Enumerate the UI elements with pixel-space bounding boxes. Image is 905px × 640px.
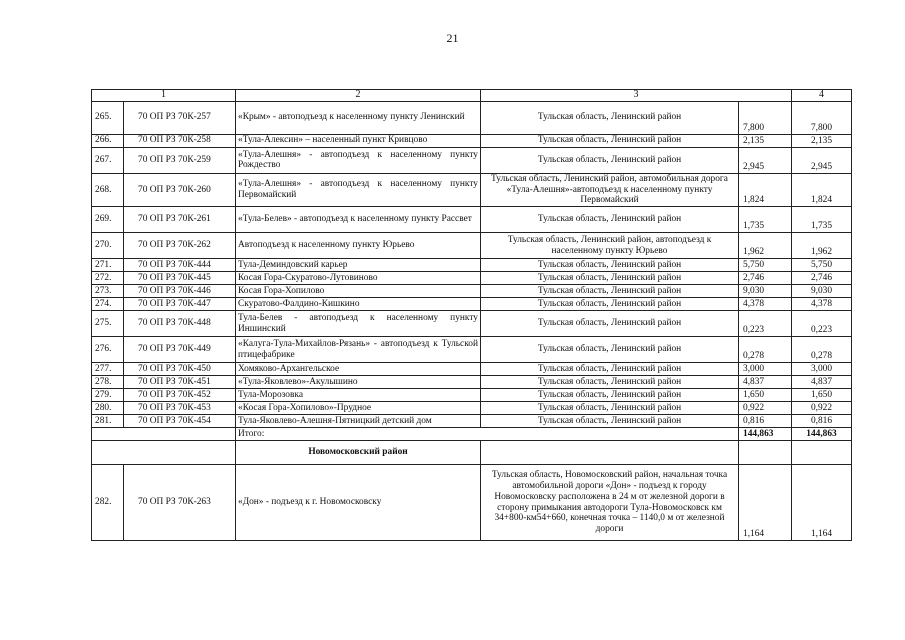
road-length: 9,030 [739,285,792,298]
table-row [92,363,852,376]
road-length: 1,962 [739,233,792,259]
road-location: Тульская область, Ленинский район [481,363,739,376]
table-row [92,285,852,298]
table-row [92,311,852,337]
row-number: 269. [92,207,124,233]
road-code: 70 ОП РЗ 70К-263 [124,465,236,541]
road-name: Косая Гора-Скуратово-Лутовиново [236,272,481,285]
road-name: «Тула-Алешня» - автоподъезд к населенному пункту Первомайский [236,173,481,206]
road-length: 4,378 [739,298,792,311]
road-length: 0,278 [739,337,792,363]
row-number: 274. [92,298,124,311]
road-location: Тульская область, Ленинский район [481,285,739,298]
row-number: 273. [92,285,124,298]
table-row [92,134,852,147]
road-name: Автоподъезд к населенному пункту Юрьево [236,233,481,259]
road-location: Тульская область, Ленинский район [481,415,739,428]
road-location: Тульская область, Ленинский район [481,134,739,147]
row-number: 277. [92,363,124,376]
row-number: 265. [92,101,124,134]
road-location: Тульская область, Ленинский район [481,272,739,285]
row-number: 268. [92,173,124,206]
road-code: 70 ОП РЗ 70К-258 [124,134,236,147]
road-code: 70 ОП РЗ 70К-452 [124,389,236,402]
road-length-total: 1,824 [792,173,852,206]
road-length-total: 1,650 [792,389,852,402]
road-length-total: 9,030 [792,285,852,298]
section-empty-loc [481,441,739,465]
roads-registry-table [91,89,852,541]
road-code: 70 ОП РЗ 70К-260 [124,173,236,206]
section-row [92,441,852,465]
road-code: 70 ОП РЗ 70К-450 [124,363,236,376]
road-location: Тульская область, Ленинский район [481,402,739,415]
table-row [92,376,852,389]
subtotal-row [92,428,852,441]
road-name: Тула-Деминдовский карьер [236,259,481,272]
road-name: «Дон» - подъезд к г. Новомосковску [236,465,481,541]
table-row [92,389,852,402]
header-col-3: 3 [481,90,792,102]
road-length-total: 4,837 [792,376,852,389]
subtotal-label: Итого: [236,428,739,441]
subtotal-length: 144,863 [739,428,792,441]
row-number: 272. [92,272,124,285]
section-empty [92,441,236,465]
road-location: Тульская область, Ленинский район [481,376,739,389]
road-name: «Тула-Яковлево»-Акулышино [236,376,481,389]
road-length: 1,650 [739,389,792,402]
road-length: 2,135 [739,134,792,147]
road-name: Хомяково-Архангельское [236,363,481,376]
road-location: Тульская область, Ленинский район [481,337,739,363]
road-name: Тула-Яковлево-Алешня-Пятницкий детский дом [236,415,481,428]
road-code: 70 ОП РЗ 70К-453 [124,402,236,415]
road-code: 70 ОП РЗ 70К-257 [124,101,236,134]
road-name: Тула-Белев - автоподъезд к населенному пункту Иншинский [236,311,481,337]
row-number: 278. [92,376,124,389]
road-name: Скуратово-Фалдино-Кишкино [236,298,481,311]
road-name: «Тула-Алексин» – населенный пункт Кривцово [236,134,481,147]
road-length-total: 0,278 [792,337,852,363]
road-length: 2,746 [739,272,792,285]
subtotal-empty [92,428,236,441]
header-col-2: 2 [236,90,481,102]
road-length: 1,164 [739,465,792,541]
row-number: 270. [92,233,124,259]
row-number: 276. [92,337,124,363]
row-number: 266. [92,134,124,147]
section-empty-length [739,441,792,465]
road-length: 2,945 [739,147,792,173]
road-location: Тульская область, Новомосковский район, начальная точка автомобильной дороги «Дон» - подъезд к городу Новомосковску расположена в 24 м от железной дороги в сторону примыкания автодороги Тула-Новомосковск км 34+800-км54+660, конечная точка – 1140,0 м от железной дороги [481,465,739,541]
row-number: 280. [92,402,124,415]
road-code: 70 ОП РЗ 70К-444 [124,259,236,272]
road-name: «Калуга-Тула-Михайлов-Рязань» - автоподъезд к Тульской птицефабрике [236,337,481,363]
road-code: 70 ОП РЗ 70К-447 [124,298,236,311]
road-code: 70 ОП РЗ 70К-449 [124,337,236,363]
road-length: 1,824 [739,173,792,206]
road-name: «Тула-Белев» - автоподъезд к населенному пункту Рассвет [236,207,481,233]
road-location: Тульская область, Ленинский район [481,311,739,337]
section-title: Новомосковский район [236,441,481,465]
road-name: «Крым» - автоподъезд к населенному пункту Ленинский [236,101,481,134]
road-length: 0,816 [739,415,792,428]
road-code: 70 ОП РЗ 70К-445 [124,272,236,285]
row-number: 282. [92,465,124,541]
header-col-1: 1 [92,90,236,102]
road-length-total: 2,945 [792,147,852,173]
road-length-total: 0,922 [792,402,852,415]
row-number: 275. [92,311,124,337]
header-row [92,90,852,102]
road-length-total: 1,164 [792,465,852,541]
row-number: 281. [92,415,124,428]
road-code: 70 ОП РЗ 70К-259 [124,147,236,173]
road-length-total: 4,378 [792,298,852,311]
road-length-total: 5,750 [792,259,852,272]
row-number: 271. [92,259,124,272]
page-number: 21 [446,31,459,45]
road-length-total: 1,962 [792,233,852,259]
road-location: Тульская область, Ленинский район [481,207,739,233]
row-number: 279. [92,389,124,402]
subtotal-total: 144,863 [792,428,852,441]
table-row [92,259,852,272]
road-code: 70 ОП РЗ 70К-261 [124,207,236,233]
road-name: «Тула-Алешня» - автоподъезд к населенному пункту Рождество [236,147,481,173]
table-body [92,90,852,541]
road-location: Тульская область, Ленинский район [481,101,739,134]
road-length: 0,223 [739,311,792,337]
road-length: 0,922 [739,402,792,415]
table-row [92,337,852,363]
table-row [92,207,852,233]
table-row [92,147,852,173]
road-code: 70 ОП РЗ 70К-451 [124,376,236,389]
row-number: 267. [92,147,124,173]
road-length-total: 0,816 [792,415,852,428]
road-length-total: 1,735 [792,207,852,233]
header-col-4: 4 [792,90,852,102]
road-code: 70 ОП РЗ 70К-454 [124,415,236,428]
road-length-total: 7,800 [792,101,852,134]
section-empty-total [792,441,852,465]
road-length: 5,750 [739,259,792,272]
road-location: Тульская область, Ленинский район, автомобильная дорога «Тула-Алешня»-автоподъезд к населенному пункту Первомайский [481,173,739,206]
road-length-total: 2,135 [792,134,852,147]
road-length: 1,735 [739,207,792,233]
road-length: 3,000 [739,363,792,376]
table-row [92,402,852,415]
table-row [92,233,852,259]
road-length: 4,837 [739,376,792,389]
road-length-total: 2,746 [792,272,852,285]
road-name: «Косая Гора-Хопилово»-Прудное [236,402,481,415]
table-row [92,101,852,134]
table-row [92,298,852,311]
road-location: Тульская область, Ленинский район [481,298,739,311]
road-location: Тульская область, Ленинский район, автоподъезд к населенному пункту Юрьево [481,233,739,259]
road-code: 70 ОП РЗ 70К-262 [124,233,236,259]
road-name: Тула-Морозовка [236,389,481,402]
table-row [92,272,852,285]
table-row [92,465,852,541]
road-location: Тульская область, Ленинский район [481,389,739,402]
road-code: 70 ОП РЗ 70К-448 [124,311,236,337]
road-location: Тульская область, Ленинский район [481,147,739,173]
table-row [92,173,852,206]
road-length: 7,800 [739,101,792,134]
road-length-total: 3,000 [792,363,852,376]
road-name: Косая Гора-Хопилово [236,285,481,298]
table-row [92,415,852,428]
road-location: Тульская область, Ленинский район [481,259,739,272]
road-length-total: 0,223 [792,311,852,337]
road-code: 70 ОП РЗ 70К-446 [124,285,236,298]
